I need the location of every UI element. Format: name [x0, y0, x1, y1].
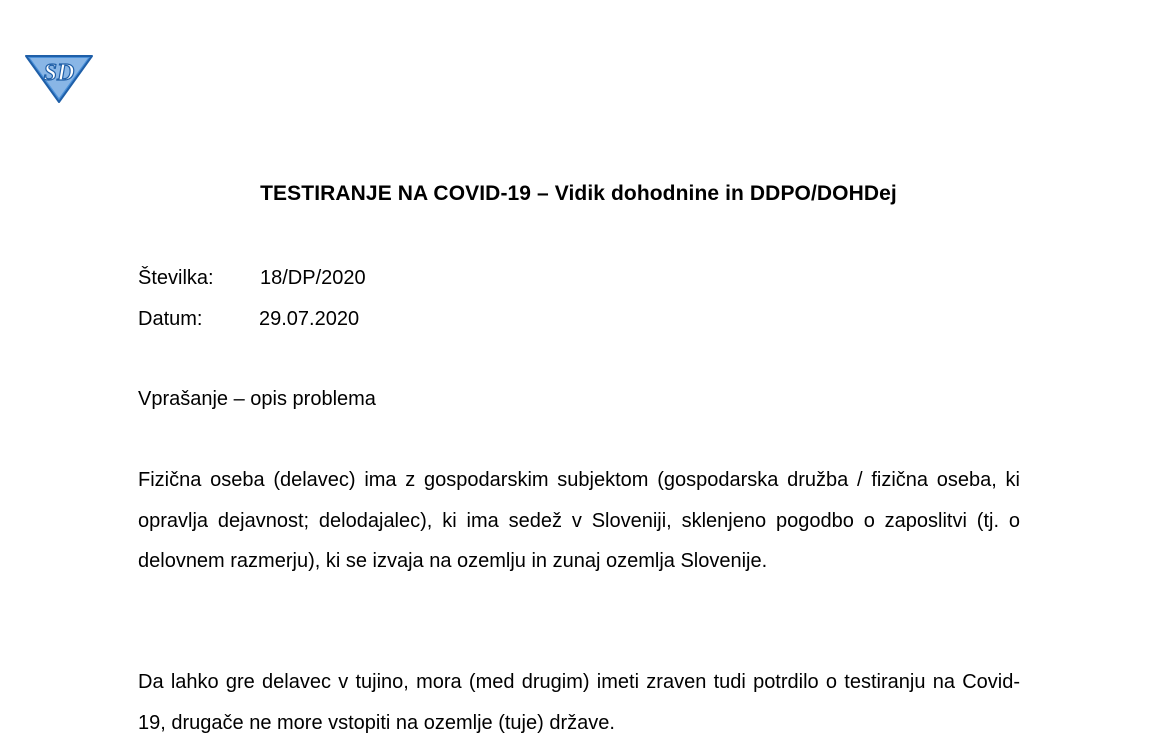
company-logo — [22, 48, 96, 104]
document-number-label: Številka: — [138, 267, 214, 289]
document-date-row — [138, 306, 359, 332]
document-date-label: Datum: — [138, 308, 203, 330]
document-number-row — [138, 265, 366, 291]
document-date-value: 29.07.2020 — [259, 308, 360, 330]
question-heading: Vprašanje – opis problema — [138, 388, 376, 410]
document-title: TESTIRANJE NA COVID-19 – Vidik dohodnine in DDPO/DOHDej — [260, 182, 897, 205]
document-number-value: 18/DP/2020 — [260, 267, 366, 289]
paragraph: Fizična oseba (delavec) ima z gospodarskim subjektom (gospodarska družba / fizična oseba, ki opravlja dejavnost; delodajalec), ki ima sedež v Sloveniji, sklenjeno pogodbo o zaposlitvi (tj. o delovnem razmerju), ki se izvaja na ozemlju in zunaj ozemlja Slovenije. — [138, 469, 1020, 572]
paragraph: Da lahko gre delavec v tujino, mora (med drugim) imeti zraven tudi potrdilo o testiranju na Covid-19, drugače ne more vstopiti na ozemlje (tuje) države. — [138, 671, 1020, 734]
logo-letters: SD — [43, 60, 75, 86]
shield-logo-icon — [22, 48, 96, 104]
